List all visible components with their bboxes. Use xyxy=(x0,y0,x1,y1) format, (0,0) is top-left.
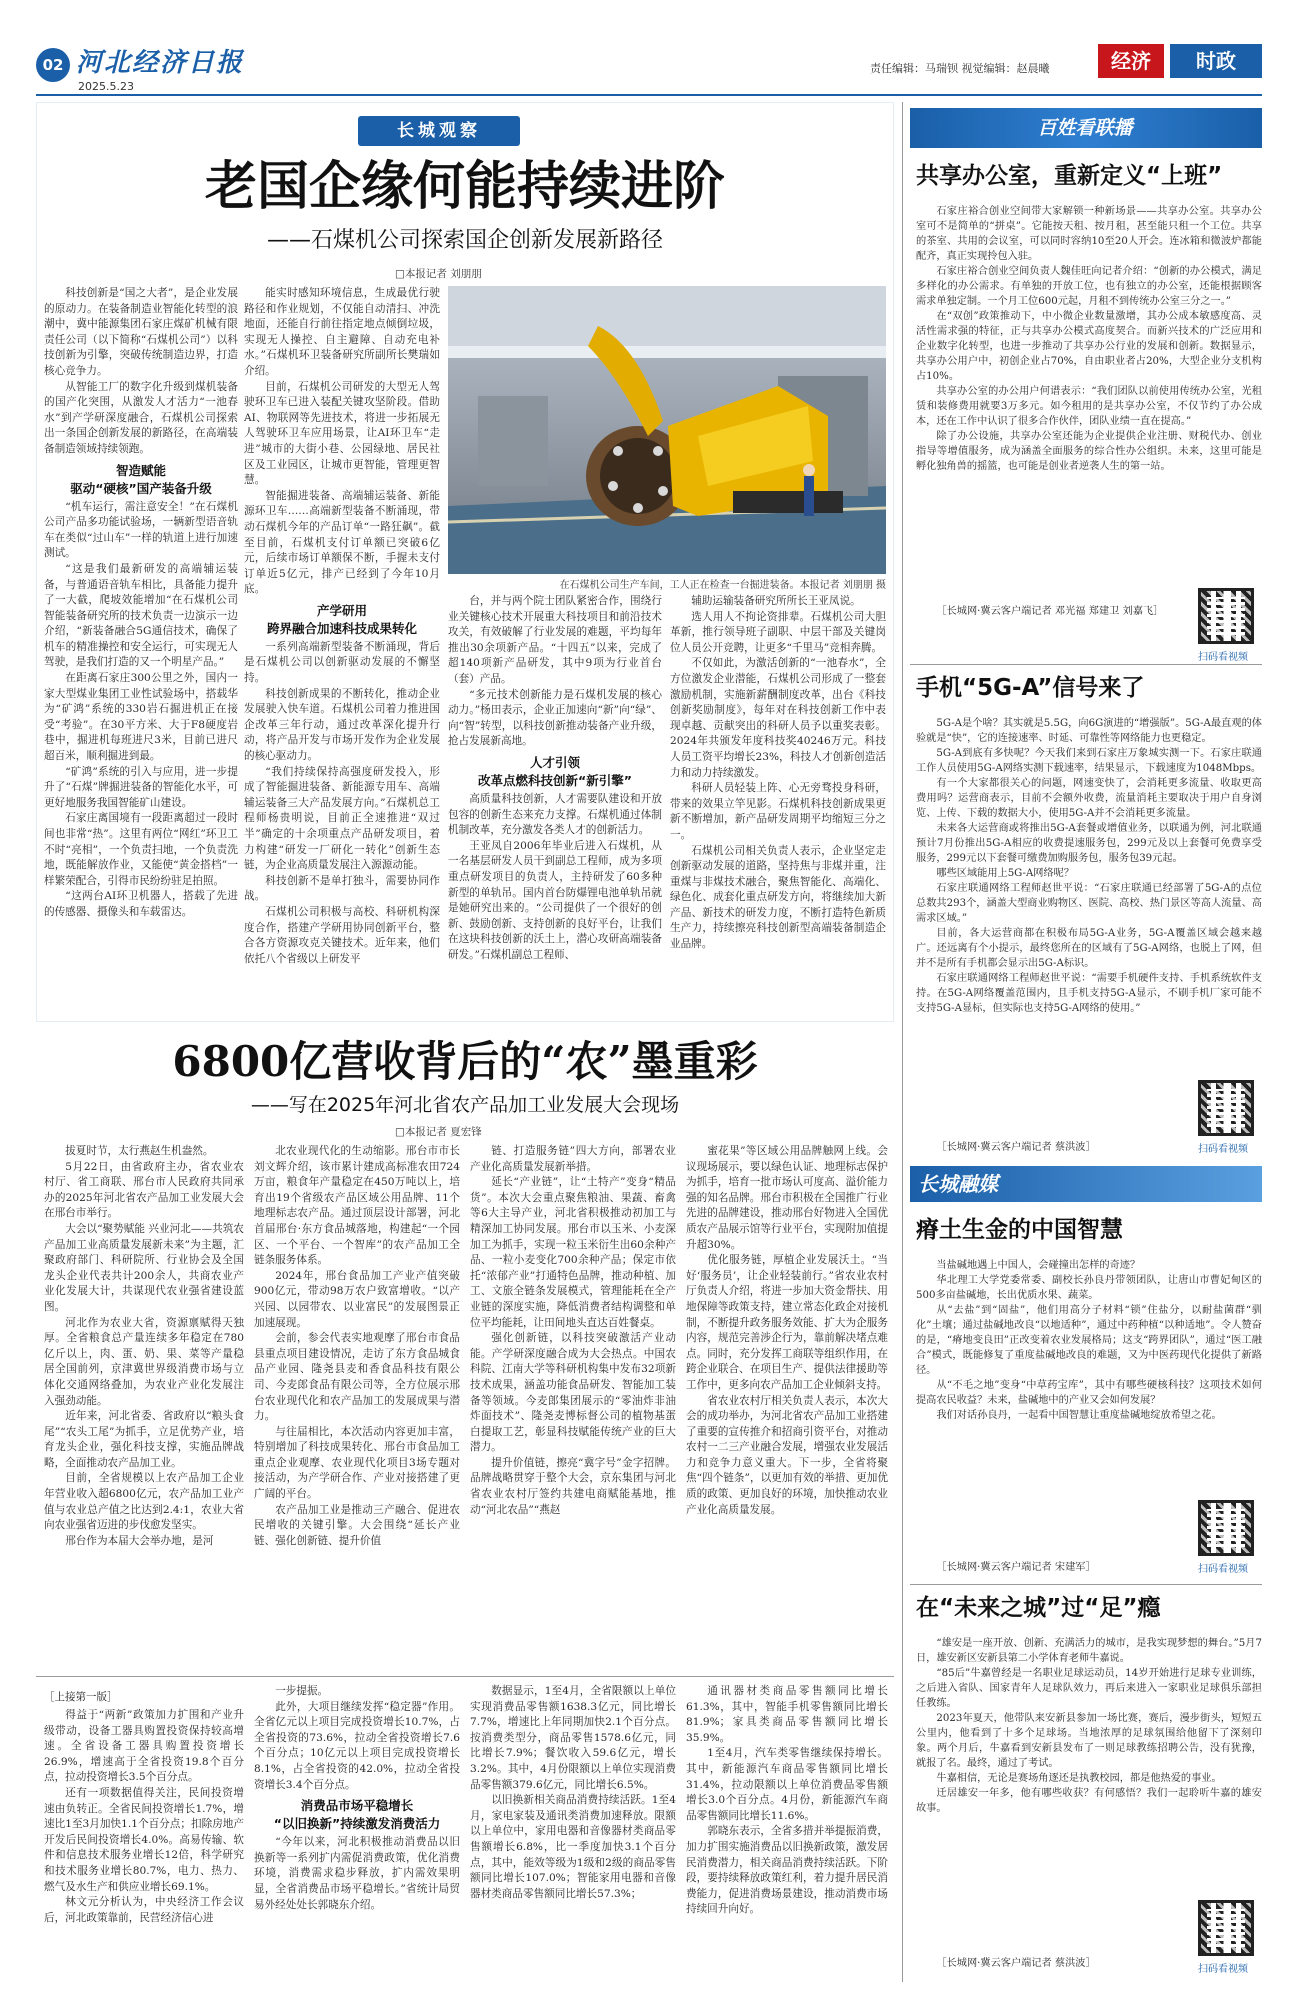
paragraph: “雄安是一座开放、创新、充满活力的城市，是我实现梦想的舞台。”5月7日，雄安新区安新县第二小学体育老师牛嘉说。 xyxy=(916,1638,1262,1664)
paragraph: 河北作为农业大省，资源禀赋得天独厚。全省粮食总产量连续多年稳定在780亿斤以上，肉、蛋、奶、果、菜等产量稳居全国前列，京津冀世界级消费市场与立体化交通网络叠加，为农业产业化发展注入强劲动能。 xyxy=(44,1316,244,1407)
paragraph: 石家庄离国境有一段距离超过一段时间也非常“热”。这里有两位“网红”环卫工不时“亮相”，一个负责扫地，一个负责洗地，既能解放作业，又能使“黄金搭档”一样繁荣配合，引得市民纷纷驻足拍照。 xyxy=(44,812,238,887)
a2-col3-content xyxy=(470,1144,676,1518)
paragraph: “这是我们最新研发的高端辅运装备，与普通语音轨车相比，具备能力提升了一大截，爬坡效能增加“在石煤机公司智能装备研究所的技术负责一边演示一边介绍，“新装备融合5G通信技术，确保了机车的精准操控和安全运行，可实现无人驾驶，是我们打造的又一个明星产品。” xyxy=(44,562,238,669)
a1-column-3 xyxy=(448,594,662,1014)
scan-label-3: 扫码看视频 xyxy=(1198,1564,1248,1575)
a3-col2-content xyxy=(254,1684,460,1913)
a3-col1-content xyxy=(44,1708,244,1926)
right-column-divider xyxy=(902,102,903,1982)
paragraph: 强化创新链，以科技突破激活产业动能。产学研深度融合成为大会热点。中国农科院、江南大学等科研机构集中发布32项新技术成果，涵盖功能食品研发、智能加工装备等领域。今麦郎集团展示的“零油炸非油炸面技术”、隆尧麦博标督公司的植物基蛋白提取工艺，彰显科技赋能传统产业的巨大潜力。 xyxy=(470,1332,676,1454)
a3-col3-content xyxy=(470,1684,676,1902)
scan-label-4: 扫码看视频 xyxy=(1198,1964,1248,1975)
paragraph: 有一个大家都很关心的问题，网速变快了，会消耗更多流量、收取更高费用吗？运营商表示，目前不会额外收费，流量消耗主要取决于用户自身浏览、上传、下载的数据大小，使用5G-A并不会消耗更多流量。 xyxy=(916,778,1262,819)
paragraph: 以旧换新相关商品消费持续活跃。1至4月，家电家装及通讯类消费加速释放。限额以上单位中，家用电器和音像器材类商品零售额增长6.8%，比一季度加快3.1个百分点，其中，能效等级为1级和2级的商品零售额同比增长107.0%；智能家用电器和音像器材类商品零售额同比增长57.3%； xyxy=(470,1794,676,1900)
paragraph: 邢台作为本届大会举办地，是河 xyxy=(65,1534,214,1547)
paragraph: 蜜花果”等区域公用品牌触网上线。会议现场展示，要以绿色认证、地理标志保护为抓手，培育一批市场认可度高、溢价能力强的知名品牌。邢台市积极在全国推广行业先进的品牌建设，推动邢台好物进入全国优质农产品展示馆等行业平台，实现附加值提升超30%。 xyxy=(686,1145,888,1251)
subheading: 产学研用 跨界融合加速科技成果转化 xyxy=(266,602,417,636)
a1-column-2 xyxy=(244,286,440,1014)
a3-column-4 xyxy=(686,1684,888,1984)
r2-title: 手机“5G-A”信号来了 xyxy=(916,675,1145,701)
r1-title: 共享办公室，重新定义“上班” xyxy=(916,163,1223,189)
a1-col4-content xyxy=(670,594,886,953)
paragraph: 石家庄裕合创业空间负责人魏佳旺向记者介绍：“创新的办公模式，满足多样化的办公需求。有单独的开放工位，也有独立的办公室，还能根据顾客需求单独定制。一个月工位600元起，月租不到传统办公室三分之一。” xyxy=(916,266,1262,307)
paragraph: 通讯器材类商品零售额同比增长61.3%，其中，智能手机零售额同比增长81.9%；家具类商品零售额同比增长35.9%。 xyxy=(686,1685,888,1744)
paragraph: 链、打造服务链”四大方向，部署农业产业化高质量发展新举措。 xyxy=(470,1145,676,1173)
paragraph: 科技创新是“国之大者”，是企业发展的原动力。在装备制造业智能化转型的浪潮中，冀中能源集团石家庄煤矿机械有限责任公司（以下简称“石煤机公司”）以科技创新为引擎，突破传统制造边界，打造核心竞争力。 xyxy=(44,287,238,377)
paragraph: 近年来，河北省委、省政府以“粮头食尾”“农头工尾”为抓手，立足优势产业，培育龙头企业，强化科技支撑，实施品牌战略，全面推动农产品加工业。 xyxy=(44,1410,244,1469)
a1-col1-lead xyxy=(44,286,238,921)
r4-credit: ［长城网·冀云客户端记者 蔡洪波］ xyxy=(936,1958,1096,1969)
a2-column-2 xyxy=(254,1144,460,1668)
paragraph: 哪些区域能用上5G-A网络呢？ xyxy=(936,868,1075,879)
paragraph: 提升价值链，擦亮“冀字号”金字招牌。品牌战略贯穿于整个大会，京东集团与河北省农业农村厅签约共建电商赋能基地，推动“河北农品”“燕赵 xyxy=(470,1456,676,1516)
r4-body-content xyxy=(916,1636,1262,1816)
subheading: 消费品市场平稳增长 “以旧换新”持续激发消费活力 xyxy=(273,1798,441,1832)
paper-name: 河北经济日报 xyxy=(76,48,245,78)
paragraph: 在“双创”政策推动下，中小微企业数量激增，其办公成本敏感度高、灵活性需求强的特征，正与共享办公模式高度契合。而新兴技术的广泛应用和企业数字化转型，也进一步推动了共享办公行业的发展和创新。数据显示，共享办公用户中，初创企业占70%，自由职业者占20%，大型企业分支机构占10%。 xyxy=(916,311,1262,382)
masthead-rule xyxy=(36,94,1262,96)
scan-label-2: 扫码看视频 xyxy=(1198,1144,1248,1155)
a3-col4-content xyxy=(686,1684,888,1918)
paragraph: 当盐碱地遇上中国人，会碰撞出怎样的奇迹？ xyxy=(936,1260,1141,1271)
r1-body xyxy=(916,204,1262,600)
r3-credit: ［长城网·冀云客户端记者 宋建军］ xyxy=(936,1562,1096,1573)
paragraph: 数据显示，1至4月，全省限额以上单位实现消费品零售额1638.3亿元，同比增长7.7%，增速比上年同期加快2.1个百分点。按消费类型分，商品零售1578.6亿元，同比增长7.9%；餐饮收入59.6亿元，增长3.2%。其中，4月份限额以上单位实现消费品零售额379.6亿元，同比增长6.5%。 xyxy=(470,1685,676,1791)
paragraph: 除了办公设施，共享办公室还能为企业提供企业注册、财税代办、创业指导等增值服务，成为涵盖全面服务的综合性办公组织。未来，这里可能是孵化独角兽的摇篮，也可能是创业者逆袭人生的第一站。 xyxy=(916,431,1262,472)
paragraph: 石家庄联通网络工程师赵世平说：“石家庄联通已经部署了5G-A的点位总数共293个，涵盖大型商业购物区、医院、高校、热门景区等高人流量、高需求区域。” xyxy=(916,883,1262,924)
paragraph: 迁居雄安一年多，他有哪些收获？有何感悟？我们一起聆听牛嘉的雄安故事。 xyxy=(916,1788,1262,1814)
paragraph: 共享办公室的办公用户何谱表示：“我们团队以前使用传统办公室，光租赁和装修费用就要3万多元。如今租用的是共享办公室，不仅节约了办公成本，还在工作中认识了很多合作伙伴，团队业绩一直在提高。” xyxy=(916,386,1262,427)
paragraph: 5G-A到底有多快呢？今天我们来到石家庄万象城实测一下。石家庄联通工作人员使用5G-A网络实测下载速率，结果显示，下载速度为1048Mbps。 xyxy=(916,748,1262,774)
paragraph: 还有一项数据值得关注，民间投资增速由负转正。全省民间投资增长1.7%，增速比1至3月加快1.1个百分点；扣除房地产开发后民间投资增长4.0%。高易传输、软件和信息技术服务业增长12倍，科学研究和技术服务业增长80.7%，电力、热力、燃气及水生产和供应业增长69.1%。 xyxy=(44,1786,244,1893)
r2-body xyxy=(916,716,1262,1136)
paragraph: “多元技术创新能力是石煤机发展的核心动力。”杨田表示，企业正加速向“新”向“绿”、向“智”转型，以科技创新推动装备产业升级，抢占发展新高地。 xyxy=(448,688,662,748)
scan-label-1: 扫码看视频 xyxy=(1198,652,1248,663)
qr-code-3[interactable] xyxy=(1198,1500,1254,1556)
paragraph: 拔夏时节，太行燕赵生机盎然。 xyxy=(65,1145,214,1157)
paragraph: 目前，各大运营商都在积极布局5G-A业务，5G-A覆盖区域会越来越广。还远离有个小提示，最终您所在的区域有了5G-A网络，也脱上了网，但并不是所有手机都会显示出5G-A标识。 xyxy=(916,928,1262,969)
paragraph: “我们持续保持高强度研发投入，形成了智能掘进装备、新能源专用车、高端辅运装备三大产品发展方向。”石煤机总工程师杨贵明说，目前正全速推进“双过半”确定的十余项重点产品研发项目，着力构建“研发一厂研化一转化”创新生态链，为企业高质量发展注入源源动能。 xyxy=(244,765,440,872)
paragraph: 高质量科技创新，人才需要队建设和开放包容的创新生态来充力支撑。石煤机通过体制机制改革，充分激发各类人才的创新活力。 xyxy=(448,792,662,837)
subheading: 智造赋能 驱动“硬核”国产装备升级 xyxy=(70,462,212,496)
paragraph: 在距离石家庄300公里之外，国内一家大型煤业集团工业性试验场中，搭载华为“矿鸿”系统的330岩石掘进机正在接受“考验”。在30平方米、大于F8硬度岩巷中，掘进机每班进尺3米，目前已进尺超百米，顺利掘进到最。 xyxy=(44,672,238,763)
r3-title: 瘠土生金的中国智慧 xyxy=(916,1217,1123,1243)
paragraph: 辅助运输装备研究所所长王亚凤说。 xyxy=(691,595,861,607)
r1-credit: ［长城网·冀云客户端记者 邓光福 郑建卫 刘嘉飞］ xyxy=(936,606,1164,617)
a3-column-3 xyxy=(470,1684,676,1984)
paragraph: 石煤机公司相关负责人表示，企业坚定走创新驱动发展的道路，坚持焦与非煤并重，注重煤与非煤技术融合，聚焦智能化、高端化、绿色化、成套化重点研发方向，将继续加大新产品、新技术的研发力度，不断打造特色新质生产力，持续擦亮科技创新型高端装备制造企业品牌。 xyxy=(670,844,886,951)
headline-2: 6800亿营收背后的“农”墨重彩 xyxy=(172,1037,758,1086)
qr-code-1[interactable] xyxy=(1198,588,1254,644)
paragraph: 一系列高端新型装备不断涌现，背后是石煤机公司以创新驱动发展的不懈坚持。 xyxy=(244,640,440,685)
paragraph: 5G-A是个啥？其实就是5.5G，向6G演进的“增强版”。5G-A最直观的体验就是“快”，它的连接速率、时延、可靠性等网络能力也更稳定。 xyxy=(916,718,1262,744)
r3-body-content xyxy=(916,1258,1262,1423)
paragraph: “85后”牛嘉曾经是一名职业足球运动员，14岁开始进行足球专业训练，之后进入省队、国家青年人足球队效力，再后来进入一家职业足球俱乐部担任教练。 xyxy=(916,1668,1262,1709)
paragraph: 科技创新不是单打独斗，需要协同作战。 xyxy=(244,874,440,903)
paragraph: 智能掘进装备、高端辅运装备、新能源环卫车……高端新型装备不断涌现，带动石煤机今年的产品订单“一路狂飙”。截至目前，石煤机支付订单额已突破6亿元，后续市场订单额保不断，手握未支付订单近5亿元，排产已经到了今年10月底。 xyxy=(244,489,440,596)
paragraph: 北农业现代化的生动缩影。邢台市市长刘文辉介绍，该市累计建成高标准农田724万亩，粮食年产量稳定在450万吨以上，培育出19个省级农产品区域公用品牌、11个地理标志农产品。通过顶层设计部署，河北首届邢台·东方食品城落地，构建起“一个园区、一个平台、一个智库”的农产品加工全链条服务体系。 xyxy=(254,1145,460,1267)
paragraph: “矿鸿”系统的引入与应用，进一步提升了“石煤”牌掘进装备的智能化水平，可更好地服务我国智能矿山建设。 xyxy=(44,765,238,809)
paragraph: 目前，石煤机公司研发的大型无人驾驶环卫车已进入装配关键攻坚阶段。借助AI、物联网等先进技术，将进一步拓展无人驾驶环卫车应用场景，让AI环卫车“走进”城市的大街小巷、公园绿地、居民社区及工业园区，让城市更智能，管理更智慧。 xyxy=(244,380,440,487)
subheading: 人才引领 改革点燃科技创新“新引擎” xyxy=(478,754,632,788)
paragraph: “今年以来，河北积极推动消费品以旧换新等一系列扩内需促消费政策，优化消费环境，消费需求稳步释放，扩内需效果明显，全省消费品市场平稳增长。”省统计局贸易外经处处长郭晓东介绍。 xyxy=(254,1836,460,1911)
a2-col4-content xyxy=(686,1144,888,1518)
paragraph: 石煤机公司积极与高校、科研机构深度合作，搭建产学研用协同创新平台，整合各方资源攻克关键技术。近年来，他们依托八个省级以上研发平 xyxy=(244,905,440,965)
a2-column-4 xyxy=(686,1144,888,1668)
subheadline: ——石煤机公司探索国企创新发展新路径 xyxy=(266,228,663,253)
issue-date: 2025.5.23 xyxy=(78,80,134,93)
a3-column-2 xyxy=(254,1684,460,1984)
article-2-divider xyxy=(36,1676,894,1677)
paragraph: 林文元分析认为，中央经济工作会议后，河北政策靠前，民营经济信心进 xyxy=(44,1896,244,1924)
r4-title: 在“未来之城”过“足”瘾 xyxy=(916,1595,1161,1621)
paragraph: 王亚凤自2006年毕业后进入石煤机，从一名基层研发人员干到副总工程师，成为多项重点研发项目的负责人，主持研发了60多种新型的单轨吊。国内首台防爆锂电池单轨吊就是她研究出来的。“公司提供了一个很好的创新、鼓励创新、支持创新的良好平台，让我们在这块科技创新的沃土上，潜心攻研高端装备研发。”石煤机副总工程师、 xyxy=(448,839,662,961)
column-banner-changcheng-guancha: 长城观察 xyxy=(358,116,520,146)
r2-top-rule xyxy=(910,664,1262,665)
paragraph: 牛嘉相信，无论是赛场角逐还是执教校园，都是他热爱的事业。 xyxy=(936,1773,1222,1784)
a2-col2-content xyxy=(254,1144,460,1549)
photo-illustration xyxy=(448,286,886,574)
a1-col2-content xyxy=(244,286,440,967)
paragraph: 得益于“两新”政策加力扩围和产业升级带动，设备工器具购置投资保持较高增速。全省设备工器具购置投资增长26.9%，增速高于全省投资19.8个百分点，拉动投资增长3.5个百分点。 xyxy=(44,1709,244,1784)
banner-baixing-kan-lianbo-text: 百姓看联播 xyxy=(1037,117,1133,139)
paragraph: 台，并与两个院士团队紧密合作，围绕行业关键核心技术开展重大科技项目和前沿技术攻关，有效破解了行业发展的难题，平均每年推出30余项新产品。“十四五”以来，完成了超140项新产品研发，其中9项为行业首台（套）产品。 xyxy=(448,595,662,685)
paragraph: 从“不毛之地”变身“中草药宝库”，其中有哪些硬核科技？这项技术如何提高农民收益？未来，盐碱地中的产业又会如何发展？ xyxy=(916,1380,1262,1406)
paragraph: 5月22日，由省政府主办，省农业农村厅、省工商联、邢台市人民政府共同承办的2025年河北省农产品加工业发展大会在邢台市举行。 xyxy=(44,1160,244,1220)
paragraph: 科研人员轻装上阵、心无旁骛投身科研，带来的效果立竿见影。石煤机科技创新成果更新不断增加，新产品研发周期平均缩短三分之一。 xyxy=(670,782,886,841)
paragraph: “机车运行，需注意安全！”在石煤机公司产品多功能试验场，一辆新型语音轨车在类似“过山车”一样的轨道上进行加速测试。 xyxy=(44,500,238,560)
a3-column-1 xyxy=(44,1684,244,1984)
paragraph: 不仅如此，为激活创新的“一池春水”，全方位激发企业潜能，石煤机公司形成了一整套激励机制，实施新薪酬制度改革，出台《科技创新奖励制度》，每年对在科技创新工作中表现卓越、贡献突出的科研人员予以重奖表彰。2024年共颁发年度科技奖40246万元。科技人员工资平均增长23%，科技人才创新创造活力和动力持续激发。 xyxy=(670,657,886,779)
paragraph: 我们对话孙良丹，一起看中国智慧让重度盐碱地绽放希望之花。 xyxy=(936,1410,1222,1421)
subheadline-2: ——写在2025年河北省农产品加工业发展大会现场 xyxy=(250,1094,680,1116)
editor-credits: 责任编辑：马瑞钡 视觉编辑：赵晨曦 xyxy=(870,62,1050,75)
paragraph: 2024年，邢台食品加工产业产值突破900亿元，带动98万农户致富增收。“以产兴园、以园带农、以业富民”的发展图景正加速展现。 xyxy=(254,1269,460,1329)
paragraph: 石家庄联通网络工程师赵世平说：“需要手机硬件支持、手机系统软件支持。在5G-A网络覆盖范围内，且手机支持5G-A显示，不刷手机厂家可能不支持5G-A显标，但实际也支持5G-A网络的使用。” xyxy=(916,973,1262,1014)
r4-top-rule xyxy=(910,1584,1262,1585)
paragraph: 优化服务链，厚植企业发展沃土。“当好‘服务员’，让企业轻装前行。”省农业农村厅负责人介绍，将进一步加大资金帮扶、用地保障等政策支持，建立常态化政企对接机制，不断提升政务服务效能、扩大为企服务内容，规范完善涉企行为，靠前解决堵点难点。同时，充分发挥工商联等组织作用，在跨企业联合、在项目生产、提供法律援助等工作中，更多向农产品加工企业倾斜支持。 xyxy=(686,1254,888,1391)
paragraph: 从智能工厂的数字化升级到煤机装备的国产化突围，从激发人才活力“一池春水”到产学研深度融合，石煤机公司探索出一条国企创新发展的新路径，在高端装备制造领域持续领跑。 xyxy=(44,380,238,455)
paragraph: 1至4月，汽车类零售继续保持增长。其中，新能源汽车商品零售额同比增长31.4%，拉动限额以上单位消费品零售额增长3.0个百分点。4月份，新能源汽车商品零售额同比增长11.6%。 xyxy=(686,1747,888,1822)
a1-col3-content xyxy=(448,594,662,963)
paragraph: 目前，全省规模以上农产品加工企业年营业收入超6800亿元，农产品加工业产值与农业总产值之比达到2.4:1，农业大省向农业强省迈进的步伐愈发坚实。 xyxy=(44,1472,244,1532)
paragraph: 郭晓东表示，全省多措并举提振消费，加力扩围实施消费品以旧换新政策，激发居民消费潜力，相关商品消费持续活跃。下阶段，要持续释放政策红利，着力提升居民消费能力，促进消费场景建设，推动消费市场持续回升向好。 xyxy=(686,1825,888,1916)
paragraph: 华北理工大学党委常委、副校长孙良丹带领团队，让唐山市曹妃甸区的500多亩盐碱地，长出优质水果、蔬菜。 xyxy=(916,1275,1262,1301)
paragraph: 能实时感知环境信息，生成最优行驶路径和作业规划，不仅能自动清扫、冲洗地面，还能自行前往指定地点倾倒垃圾，实现无人操控、自主避障、自动充电补水。”石煤机环卫装备研究所副所长樊瑞如介绍。 xyxy=(244,287,440,377)
a2-column-3 xyxy=(470,1144,676,1668)
byline-2: □本报记者 夏宏锋 xyxy=(395,1126,482,1138)
a2-col1-content xyxy=(44,1144,244,1549)
section-tab-economy: 经济 xyxy=(1098,44,1164,78)
paragraph: 一步提振。 xyxy=(275,1685,329,1697)
headline: 老国企缘何能持续进阶 xyxy=(204,156,725,217)
news-photo-tunneling-machine xyxy=(448,286,886,574)
paragraph: 未来各大运营商或将推出5G-A套餐或增值业务，以联通为例，河北联通预计7月份推出5G-A相应的收费提速服务包，299元及以上套餐可免费享受服务，299元以下套餐可缴费加购服务包，服务包39元起。 xyxy=(916,823,1262,864)
a2-column-1 xyxy=(44,1144,244,1668)
r1-body-content xyxy=(916,204,1262,474)
page-number-badge: 02 xyxy=(36,48,70,82)
qr-code-4[interactable] xyxy=(1198,1900,1254,1956)
paragraph: 选人用人不拘论资排辈。石煤机公司大胆革新，推行领导班子副职、中层干部及关键岗位人员公开竞聘，让更多“千里马”竞相奔腾。 xyxy=(670,610,886,654)
paragraph: 从“去盐”到“固盐”，他们用高分子材料“锁”住盐分，以耐盐菌群“驯化”土壤；通过盐碱地改良“以地适种”，通过中药种植“以种适地”。令人赞奋的是，“瘠地变良田”正改变着农业发展格局；这支“跨界团队”，通过“医工融合”模式，既能修复了重度盐碱地改良的难题，又为中医药现代化提供了新路径。 xyxy=(916,1305,1262,1376)
paragraph: 省农业农村厅相关负责人表示，本次大会的成功举办，为河北省农产品加工业搭建了重要的宣传推介和招商引资平台，对推动农村一二三产业融合发展，增强农业发展活力和竞争力意义重大。下一步，全省将聚焦“四个链条”，以更加有效的举措、更加优质的政策、更加良好的环境，加快推动农业产业化高质量发展。 xyxy=(686,1394,888,1516)
paragraph: “这两台AI环卫机器人，搭载了先进的传感器、摄像头和车载雷达。 xyxy=(44,890,238,918)
photo-caption: 在石煤机公司生产车间，工人正在检查一台掘进装备。本报记者 刘朋朋 摄 xyxy=(559,580,886,591)
paragraph: 延长“产业链”，让“土特产”变身“精品货”。本次大会重点聚焦粮油、果蔬、畜禽等6大主导产业，河北省积极推动初加工与精深加工协同发展。邢台市以玉米、小麦深加工为抓手，实现一粒玉米衍生出60余种产品、一粒小麦变化700余种产品；保定市依托“浓郁产业”打通特色品牌，推动种植、加工、文旅全链条发展模式，管理能耗在全产业链的深度实施，降低消费者结构调整和单位平均能耗，让田间地头直达百姓餐桌。 xyxy=(470,1176,676,1329)
paragraph: 科技创新成果的不断转化，推动企业发展驶入快车道。石煤机公司着力推进国企改革三年行动，通过改革深化提升行动，将产品开发与市场开发作为企业发展的核心驱动力。 xyxy=(244,687,440,763)
byline: □本报记者 刘朋朋 xyxy=(395,268,482,280)
paragraph: 农产品加工业是推动三产融合、促进农民增收的关键引擎。大会围绕“延长产业链、强化创新链、提升价值 xyxy=(254,1503,460,1547)
a1-column-4 xyxy=(670,594,886,1014)
qr-code-2[interactable] xyxy=(1198,1080,1254,1136)
paragraph: 2023年夏天，他带队来安新县参加一场比赛，赛后，漫步街头，短短五公里内，他看到了十多个足球场。当地浓厚的足球氛围给他留下了深刻印象。两个月后，牛嘉看到安新县发布了一则足球教练招聘公告，没有犹豫，就报了名。最终，通过了考试。 xyxy=(916,1713,1262,1769)
a1-column-1 xyxy=(44,286,238,1014)
r2-body-content xyxy=(916,716,1262,1016)
paragraph: 大会以“聚势赋能 兴业河北——共筑农产品加工业高质量发展新未来”为主题，汇聚政府部门、科研院所、行业协会及全国龙头企业代表共计200余人，共商农业产业化发展大计，共谋现代农业强省建设蓝图。 xyxy=(44,1222,244,1313)
r2-credit: ［长城网·冀云客户端记者 蔡洪波］ xyxy=(936,1142,1096,1153)
paragraph: 与往届相比，本次活动内容更加丰富，特别增加了科技成果转化、邢台市食品加工重点企业观摩、农业现代化项目3场专题对接活动，为产学研合作、产业对接搭建了更广阔的平台。 xyxy=(254,1425,460,1501)
banner-changcheng-rongmei-text: 长城融媒 xyxy=(918,1172,998,1196)
paragraph: 此外，大项目继续发挥“稳定器”作用。全省亿元以上项目完成投资增长10.7%，占全省投资的73.6%，拉动全省投资增长7.6个百分点；10亿元以上项目完成投资增长8.1%，占全省投资的42.0%，拉动全省投资增长3.4个百分点。 xyxy=(254,1700,460,1791)
paragraph: 石家庄裕合创业空间带大家解锁一种新场景——共享办公室。共享办公室可不是简单的“拼桌”。它能按天租、按月租，甚至能只租一个工位。共享的茶室、共用的会议室，可以同时容纳10至20人开会。连冰箱和微波炉都能配齐，真正实现拎包入驻。 xyxy=(916,206,1262,262)
jump-label: ［上接第一版］ xyxy=(44,1691,118,1703)
paragraph: 会前，参会代表实地观摩了邢台市食品县重点项目建设情况，走访了东方食品城食品产业园、隆尧县麦和香食品科技有限公司、今麦郎食品有限公司等，全方位展示邢台农业现代化和农产品加工的发展成果与潜力。 xyxy=(254,1332,460,1423)
section-tab-politics: 时政 xyxy=(1170,44,1262,78)
